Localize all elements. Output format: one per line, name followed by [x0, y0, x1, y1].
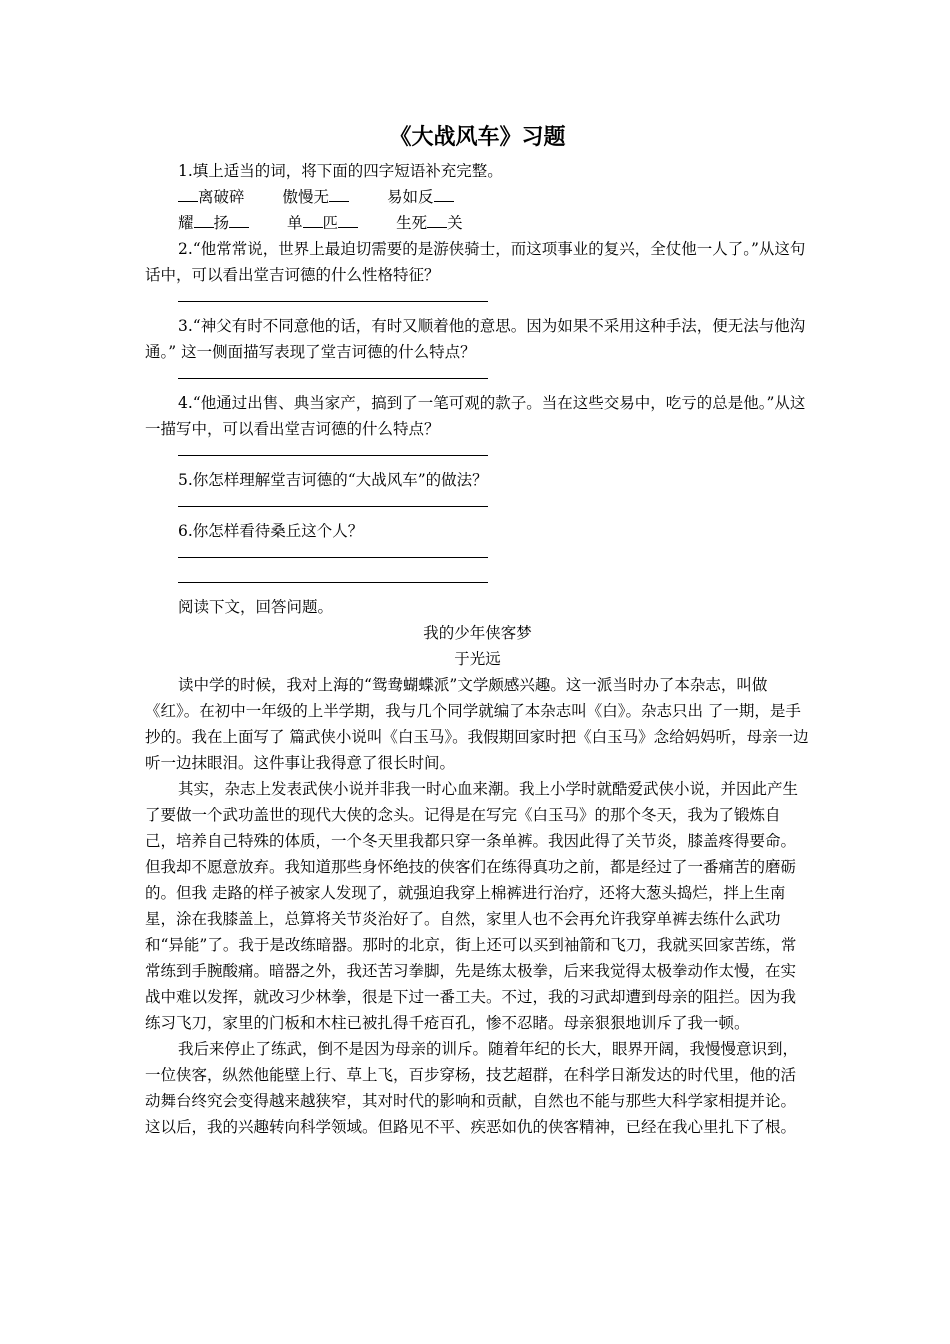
answer-line[interactable]: [178, 365, 488, 379]
answer-line[interactable]: [178, 493, 488, 507]
phrase-2: 傲慢无: [283, 184, 350, 210]
blank[interactable]: [303, 210, 323, 228]
phrase-row-2: [178, 210, 810, 236]
phrase-1: 离破碎: [178, 184, 245, 210]
answer-line[interactable]: [178, 288, 488, 302]
article-title: 我的少年侠客梦: [423, 624, 532, 642]
phrase-6: 生死 关: [396, 210, 463, 236]
question-5: 5.你怎样理解堂吉诃德的“大战风车”的做法？: [178, 471, 488, 489]
blank[interactable]: [329, 184, 349, 202]
article-paragraph: 读中学的时候，我对上海的“鸳鸯蝴蝶派”文学颇感兴趣。这一派当时办了本杂志，叫做《红》。在初中一年级的上半学期，我与几个同学就编了本杂志叫《白》。杂志只出 了一期，是手抄的。我在上面写了 篇武侠小说叫《白玉马》。我假期回家时把《白玉马》念给妈妈听，母亲一边听一边抹眼泪。这件事让我得意了很长时间。: [145, 676, 809, 772]
question-4: 4.“他通过出售、典当家产，搞到了一笔可观的款子。当在这些交易中，吃亏的总是他。”从这一描写中，可以看出堂吉诃德的什么特点？: [145, 394, 806, 438]
article-author: 于光远: [454, 650, 501, 668]
question-6: 6.你怎样看待桑丘这个人？: [178, 522, 364, 540]
blank[interactable]: [434, 184, 454, 202]
phrase-5: 单 匹: [287, 210, 358, 236]
question-3: 3.“神父有时不同意他的话，有时又顺着他的意思。因为如果不采用这种手法，便无法与他沟通。” 这一侧面描写表现了堂吉诃德的什么特点？: [145, 317, 806, 361]
phrase-4: 耀 扬: [178, 210, 249, 236]
blank[interactable]: [427, 210, 447, 228]
phrase-3: 易如反: [387, 184, 454, 210]
answer-line[interactable]: [178, 569, 488, 583]
phrase-row-1: [178, 184, 810, 210]
article-paragraph: 我后来停止了练武，倒不是因为母亲的训斥。随着年纪的长大，眼界开阔，我慢慢意识到，一位侠客，纵然他能壁上行、草上飞，百步穿杨，技艺超群，在科学日渐发达的时代里，他的活动舞台终究会变得越来越狭窄，其对时代的影响和贡献，自然也不能与那些大科学家相提并论。这以后，我的兴趣转向科学领域。但路见不平、疾恶如仇的侠客精神，已经在我心里扎下了根。: [145, 1040, 799, 1136]
blank[interactable]: [338, 210, 358, 228]
question-2: 2.“他常常说，世界上最迫切需要的是游侠骑士，而这项事业的复兴，全仗他一人了。”从这句话中，可以看出堂吉诃德的什么性格特征？: [145, 240, 806, 284]
answer-line[interactable]: [178, 442, 488, 456]
blank[interactable]: [178, 184, 198, 202]
blank[interactable]: [194, 210, 214, 228]
answer-line[interactable]: [178, 544, 488, 558]
question-1: 1.填上适当的词，将下面的四字短语补充完整。: [178, 162, 503, 180]
worksheet-page: [145, 120, 810, 1140]
reading-intro: 阅读下文，回答问题。: [178, 598, 334, 616]
page-title: 《大战风车》习题: [389, 124, 566, 150]
article-paragraph: 其实，杂志上发表武侠小说并非我一时心血来潮。我上小学时就酷爱武侠小说，并因此产生了要做一个武功盖世的现代大侠的念头。记得是在写完《白玉马》的那个冬天，我为了锻炼自己，培养自己特殊的体质，一个冬天里我都只穿一条单裤。我因此得了关节炎，膝盖疼得要命。但我却不愿意放弃。我知道那些身怀绝技的侠客们在练得真功之前，都是经过了一番痛苦的磨砺的。但我 走路的样子被家人发现了，就强迫我穿上棉裤进行治疗，还将大葱头捣烂，拌上生南星，涂在我膝盖上，总算将关节炎治好了。自然，家里人也不会再允许我穿单裤去练什么武功和“异能”了。我于是改练暗器。那时的北京，街上还可以买到袖箭和飞刀，我就买回家苦练，常常练到手腕酸痛。暗器之外，我还苦习拳脚，先是练太极拳，后来我觉得太极拳动作太慢，在实战中难以发挥，就改习少林拳，很是下过一番工夫。不过，我的习武却遭到母亲的阻拦。因为我 练习飞刀，家里的门板和木柱已被扎得千疮百孔，惨不忍睹。母亲狠狠地训斥了我一顿。: [145, 780, 799, 1032]
blank[interactable]: [229, 210, 249, 228]
